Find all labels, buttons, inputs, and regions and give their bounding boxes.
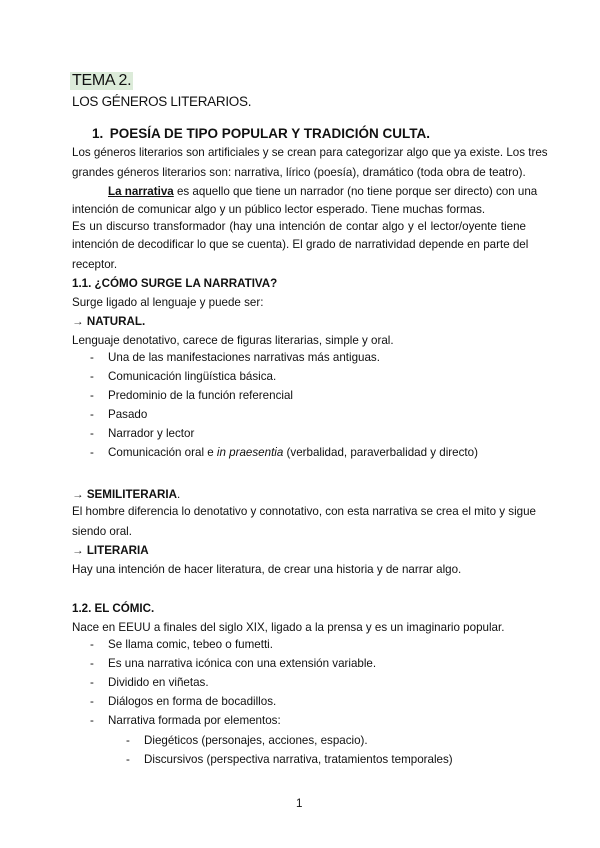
list-item: - Dividido en viñetas.: [90, 676, 209, 689]
bullet-dash: -: [90, 638, 94, 651]
paragraph-line: intención de comunicar algo y un público lector esperado. Tiene muchas formas.: [72, 203, 486, 216]
sub-list-item: - Diegéticos (personajes, acciones, espacio).: [126, 734, 368, 747]
literaria-heading: → LITERARIA: [72, 544, 149, 557]
list-item: - Narrador y lector: [90, 427, 195, 440]
topic-title: TEMA 2.: [72, 72, 132, 89]
list-item: - Narrativa formada por elementos:: [90, 714, 281, 727]
paragraph-line: receptor.: [72, 258, 118, 271]
list-item: - Es una narrativa icónica con una extensión variable.: [90, 657, 377, 670]
paragraph-line: Es un discurso transformador (hay una intención de contar algo y el lector/oyente tiene: [72, 220, 526, 233]
list-item: - Comunicación lingüística básica.: [90, 370, 277, 383]
bullet-dash: -: [90, 427, 94, 440]
paragraph-line: Surge ligado al lenguaje y puede ser:: [72, 296, 264, 309]
paragraph-line: intención de decodificar lo que se cuenta). El grado de narratividad depende en parte del: [72, 238, 529, 251]
list-item: - Una de las manifestaciones narrativas más antiguas.: [90, 351, 380, 364]
semiliteraria-heading: → SEMILITERARIA.: [72, 488, 181, 501]
page-number: 1: [296, 797, 303, 810]
paragraph-text: es aquello que tiene un narrador (no tiene porque ser directo) con una: [173, 185, 538, 198]
sub-list-item: - Discursivos (perspectiva narrativa, tratamientos temporales): [126, 753, 453, 766]
paragraph-line: Hay una intención de hacer literatura, de crear una historia y de narrar algo.: [72, 563, 462, 576]
paragraph-line: Nace en EEUU a finales del siglo XIX, ligado a la prensa y es un imaginario popular.: [72, 621, 505, 634]
bullet-dash: -: [90, 389, 94, 402]
section-1-1-heading: 1.1. ¿CÓMO SURGE LA NARRATIVA?: [72, 277, 278, 290]
bullet-dash: -: [90, 695, 94, 708]
bullet-dash: -: [90, 370, 94, 383]
term-narrativa: La narrativa: [108, 185, 174, 198]
bullet-dash: -: [90, 657, 94, 670]
list-item: - Diálogos en forma de bocadillos.: [90, 695, 277, 708]
paragraph-line: El hombre diferencia lo denotativo y connotativo, con esta narrativa se crea el mito y sigue: [72, 505, 536, 518]
bullet-dash: -: [90, 446, 94, 459]
section-number: 1.: [92, 126, 104, 141]
list-item: - Predominio de la función referencial: [90, 389, 293, 402]
list-item: - Comunicación oral e in praesentia (verbalidad, paraverbalidad y directo): [90, 446, 478, 459]
topic-subtitle: LOS GÉNEROS LITERARIOS.: [72, 94, 252, 109]
bullet-dash: -: [90, 351, 94, 364]
section-title: POESÍA DE TIPO POPULAR Y TRADICIÓN CULTA.: [109, 126, 431, 141]
section-1-2-heading: 1.2. EL CÓMIC.: [72, 602, 155, 615]
bullet-dash: -: [90, 714, 94, 727]
section-1-heading: [92, 126, 430, 141]
latin-term: in praesentia: [216, 446, 284, 459]
paragraph-line: [108, 183, 538, 201]
paragraph-line: Los géneros literarios son artificiales y se crean para categorizar algo que ya existe. Los tres: [72, 146, 548, 159]
bullet-dash: -: [126, 753, 130, 766]
bullet-dash: -: [126, 734, 130, 747]
paragraph-line: grandes géneros literarios son: narrativa, lírico (poesía), dramático (toda obra de teatro).: [72, 166, 526, 179]
bullet-dash: -: [90, 408, 94, 421]
natural-heading: → NATURAL.: [72, 315, 146, 328]
paragraph-line: Lenguaje denotativo, carece de figuras literarias, simple y oral.: [72, 334, 394, 347]
paragraph-line: siendo oral.: [72, 525, 132, 538]
list-item: - Pasado: [90, 408, 148, 421]
list-item: - Se llama comic, tebeo o fumetti.: [90, 638, 273, 651]
bullet-dash: -: [90, 676, 94, 689]
